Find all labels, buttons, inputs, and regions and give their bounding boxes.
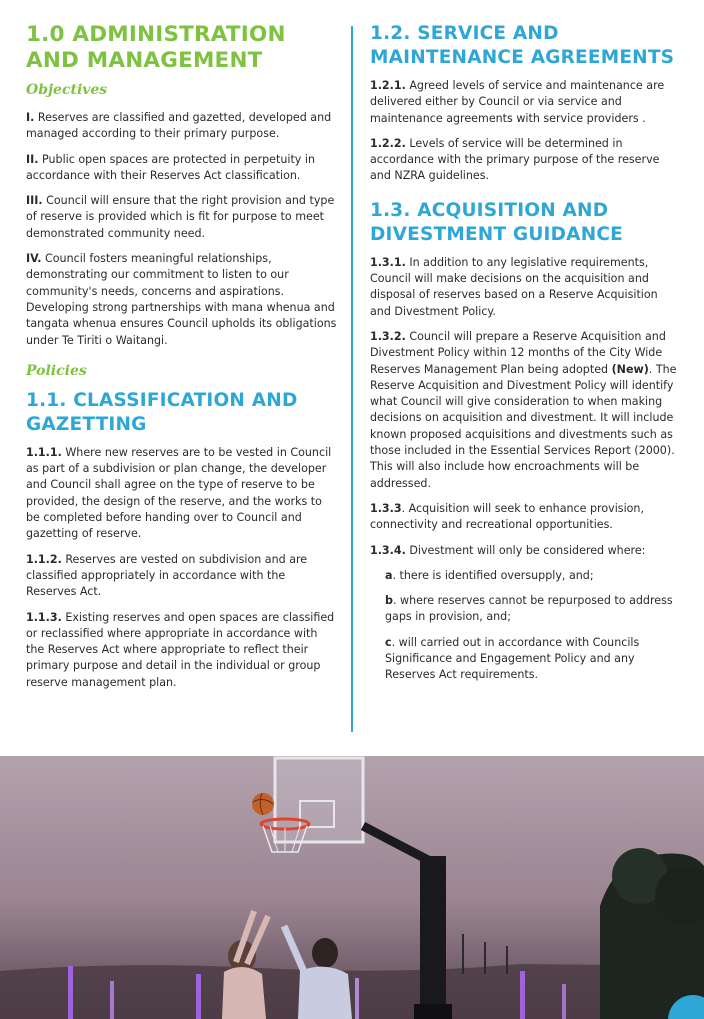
policy-item: 1.1.2. Reserves are vested on subdivision and are classified appropriately in accordance with the Reserves Act. xyxy=(26,552,308,599)
new-tag: (New) xyxy=(611,362,649,376)
policy-item: 1.3.4. Divestment will only be considered where: xyxy=(370,543,646,557)
policy-item: 1.1.3. Existing reserves and open spaces are classified or reclassified where appropriate in accordance with the Reserves Act where appropriate to reflect their primary purpose and detail in the individual or group reserve management plan. xyxy=(26,610,335,689)
policies-heading: Policies xyxy=(26,362,87,379)
policy-item: 1.3.2. Council will prepare a Reserve Acquisition and Divestment Policy within 12 months of the City Wide Reserves Management Plan being adopted (New). The Reserve Acquisition and Divestment Policy will identify what Council will give consideration to when making decisions on acquisition and divestment. It will include known proposed acquisitions and divestments such as those included in the Essential Services Report (2000). This will also include how encroachments will be addressed. xyxy=(370,329,677,490)
sub-item: b. where reserves cannot be repurposed to address gaps in provision, and; xyxy=(385,594,673,624)
policy-item: 1.3.1. In addition to any legislative requirements, Council will make decisions on the acquisition and disposal of reserves based on a Reserve Acquisition and Divestment Policy. xyxy=(370,255,658,318)
policy-item: 1.1.1. Where new reserves are to be vested in Council as part of a subdivision or plan change, the developer and Council shall agree on the type of reserve to be provided, the design of the reserve, and the works to be completed before handing over to Council and gazetting of reserve. xyxy=(26,445,332,541)
policy-item: 1.2.2. Levels of service will be determined in accordance with the primary purpose of the reserve and NZRA guidelines. xyxy=(370,136,660,183)
section-title-1-3: 1.3. ACQUISITION AND DIVESTMENT GUIDANCE xyxy=(370,199,623,245)
section-title-1-1: 1.1. CLASSIFICATION AND GAZETTING xyxy=(26,389,298,435)
section-title-1-2: 1.2. SERVICE AND MAINTENANCE AGREEMENTS xyxy=(370,23,675,68)
column-divider xyxy=(351,26,353,732)
sub-item: c. will carried out in accordance with Councils Significance and Engagement Policy and any Reserves Act requirements. xyxy=(385,635,640,682)
objectives-heading: Objectives xyxy=(26,82,108,98)
left-column xyxy=(26,22,338,700)
objective-item: II. Public open spaces are protected in perpetuity in accordance with their Reserves Act classification. xyxy=(26,152,316,182)
objective-item: IV. Council fosters meaningful relationships, demonstrating our commitment to listen to our community's needs, concerns and aspirations. Developing strong partnerships with mana whenua and tangata whenua ensures Council upholds its obligations under Te Tiriti o Waitangi. xyxy=(26,252,337,347)
sub-item: a. there is identified oversupply, and; xyxy=(385,568,594,582)
right-column xyxy=(370,22,678,693)
basketball-scene-illustration xyxy=(0,756,704,1019)
basketball-photo xyxy=(0,756,704,1019)
policy-item: 1.2.1. Agreed levels of service and maintenance are delivered either by Council or via service and maintenance agreements with service providers . xyxy=(370,79,665,125)
page-title: 1.0 ADMINISTRATION AND MANAGEMENT xyxy=(26,22,286,73)
objective-item: I. Reserves are classified and gazetted, developed and managed according to their primary purpose. xyxy=(26,111,332,141)
objective-item: III. Council will ensure that the right provision and type of reserve is provided which is fit for purpose to meet demonstrated community need. xyxy=(26,194,335,240)
policy-item: 1.3.3. Acquisition will seek to enhance provision, connectivity and recreational opportunities. xyxy=(370,501,644,532)
